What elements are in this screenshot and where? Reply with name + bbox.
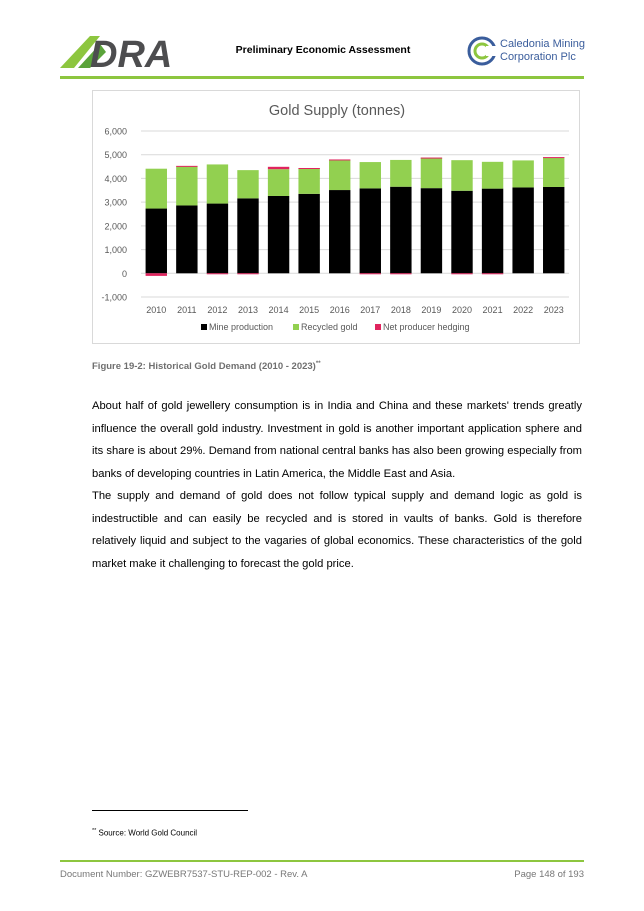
bar-net-producer-hedging [482,273,503,274]
paragraph-2: The supply and demand of gold does not follow typical supply and demand logic as gold is indestructible and can easily be recycled and is stored in vaults of banks. Gold is therefore relatively liquid and subject to the vagaries of global economics. These characteristics of the gold market make it challenging to forecast the gold price. [92,490,582,570]
y-tick-label: 1,000 [104,245,127,256]
legend-label: Recycled gold [301,322,358,332]
bar-net-producer-hedging [268,167,289,169]
bar-recycled-gold [390,160,411,187]
bar-net-producer-hedging [176,166,197,167]
bar-net-producer-hedging [298,168,319,169]
x-tick-label: 2022 [513,305,534,315]
caledonia-logo [467,34,597,74]
legend-label: Net producer hedging [383,322,470,332]
bar-recycled-gold [360,162,381,188]
bar-mine-production [482,189,503,274]
figure-caption-ref: ** [315,361,321,367]
x-tick-label: 2017 [360,305,381,315]
bar-mine-production [176,205,197,273]
x-tick-label: 2023 [543,305,564,315]
footnote-ref: ** [92,828,97,834]
paragraph-1: About half of gold jewellery consumption is in India and China and these markets' trends greatly influence the overall gold industry. Investment in gold is another important application sphere and its share is about 29%. Demand from national central banks has also been growing especially from banks of developing countries in Latin America, the Middle East and Asia. [92,400,582,480]
chart-canvas [93,91,581,345]
bar-net-producer-hedging [451,273,472,274]
legend-swatch [201,324,207,330]
bar-mine-production [421,188,442,273]
bar-recycled-gold [207,164,228,203]
footnote-divider [92,810,248,811]
x-tick-label: 2021 [482,305,503,315]
y-tick-label: 5,000 [104,150,127,161]
page-header [0,0,644,80]
bar-mine-production [207,204,228,274]
footer-divider [60,860,584,862]
x-tick-label: 2019 [421,305,442,315]
page-number: Page 148 of 193 [514,869,584,880]
bar-recycled-gold [176,167,197,206]
bar-recycled-gold [298,168,319,194]
bar-mine-production [451,191,472,274]
y-tick-label: 0 [121,268,127,279]
dra-logo [60,30,200,70]
bar-mine-production [329,190,350,273]
y-tick-label: -1,000 [101,292,127,303]
caledonia-logo-line1: Caledonia Mining [500,38,585,50]
bar-recycled-gold [512,160,533,187]
document-number: Document Number: GZWEBR7537-STU-REP-002 - Rev. A [60,869,308,880]
legend-label: Mine production [209,322,274,332]
x-tick-label: 2010 [146,305,167,315]
caledonia-logo-line2: Corporation Plc [500,51,576,63]
bar-mine-production [268,196,289,273]
x-tick-label: 2016 [329,305,350,315]
x-tick-label: 2020 [451,305,473,315]
y-tick-label: 6,000 [104,126,127,137]
bar-net-producer-hedging [207,273,228,274]
bar-net-producer-hedging [390,273,411,274]
bar-mine-production [298,194,319,273]
x-tick-label: 2011 [177,305,197,315]
bar-recycled-gold [482,162,503,189]
bar-recycled-gold [451,160,472,191]
bar-recycled-gold [146,169,167,209]
bar-mine-production [512,187,533,273]
bar-recycled-gold [329,160,350,190]
dra-logo-text: DRA [90,34,173,70]
figure-caption-text: Figure 19-2: Historical Gold Demand (2010 - 2023) [92,361,316,373]
legend-swatch [293,324,299,330]
bar-net-producer-hedging [360,273,381,274]
x-tick-label: 2012 [207,305,228,315]
header-title: Preliminary Economic Assessment [235,44,411,56]
bar-recycled-gold [421,158,442,188]
bar-mine-production [390,187,411,274]
footnote-text: Source: World Gold Council [98,828,198,838]
bar-recycled-gold [268,169,289,196]
bar-net-producer-hedging [421,158,442,159]
bar-net-producer-hedging [543,157,564,158]
y-tick-label: 2,000 [104,221,127,232]
bar-mine-production [237,198,258,273]
bar-mine-production [543,187,564,273]
bar-recycled-gold [543,158,564,187]
bar-mine-production [360,188,381,273]
y-tick-label: 3,000 [104,197,127,208]
bar-net-producer-hedging [237,273,258,274]
x-tick-label: 2014 [268,305,289,315]
y-tick-label: 4,000 [104,173,127,184]
figure-caption [92,361,321,372]
header-divider [60,76,584,79]
legend-swatch [375,324,381,330]
chart-title: Gold Supply (tonnes) [268,103,406,119]
footnote [92,828,197,838]
x-tick-label: 2013 [237,305,259,315]
gold-supply-chart [92,90,580,344]
bar-recycled-gold [237,170,258,198]
bar-net-producer-hedging [329,159,350,160]
x-tick-label: 2015 [299,305,320,315]
x-tick-label: 2018 [390,305,411,315]
bar-net-producer-hedging [146,273,167,276]
bar-mine-production [146,209,167,274]
